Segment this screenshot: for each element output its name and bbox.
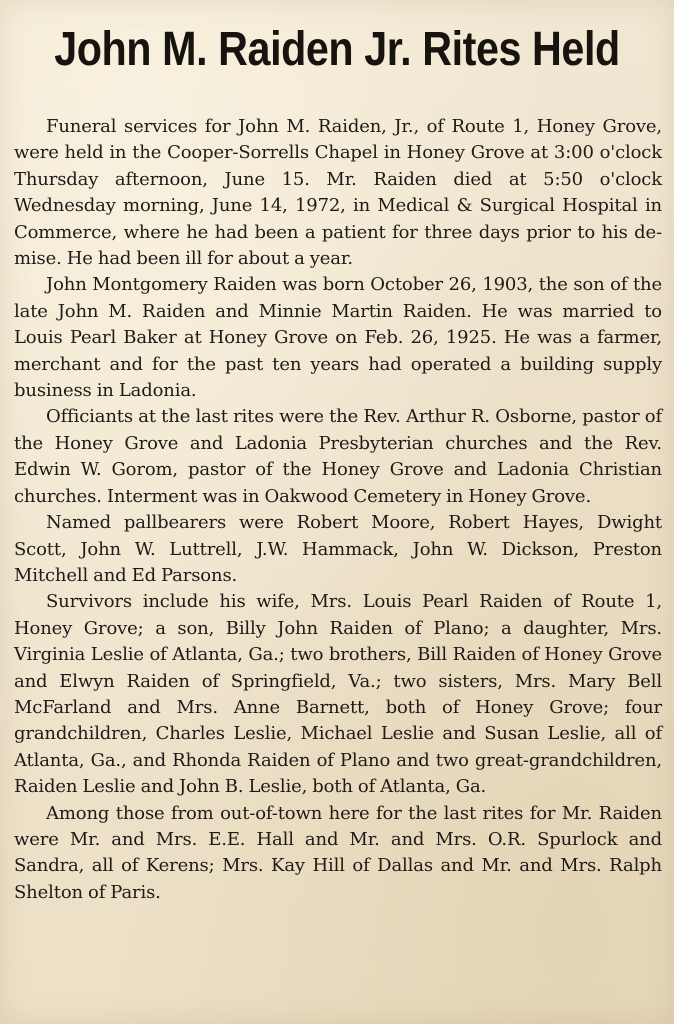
paragraph-survivors: Survivors include his wife, Mrs. Louis Pearl Raiden of Route 1, Honey Grove; a son, Billy John Raiden of Plano; a daughter, Mrs. Virginia Leslie of Atlanta, Ga.; two brothers, Bill Raiden of Honey Grove and Elwyn Raiden of Springfield, Va.; two sisters, Mrs. Mary Bell McFarland and Mrs. Anne Barnett, both of Honey Grove; four grandchildren, Charles Leslie, Michael Leslie and Susan Leslie, all of Atlanta, Ga., and Rhonda Raiden of Plano and two great-grandchildren, Raiden Leslie and John B. Leslie, both of Atlanta, Ga.: [14, 591, 662, 798]
paragraph-biography: John Montgomery Raiden was born October 26, 1903, the son of the late John M. Raiden and Minnie Martin Raiden. He was married to Louis Pearl Baker at Honey Grove on Feb. 26, 1925. He was a farmer, merchant and for the past ten years had operated a building supply business in Ladonia.: [14, 274, 662, 402]
paragraph-out-of-town-guests: Among those from out-of-town here for the last rites for Mr. Raiden were Mr. and Mrs. E.E. Hall and Mr. and Mrs. O.R. Spurlock and Sandra, all of Kerens; Mrs. Kay Hill of Dallas and Mr. and Mrs. Ralph Shelton of Paris.: [14, 802, 662, 903]
paragraph-officiants: Officiants at the last rites were the Rev. Arthur R. Osborne, pastor of the Honey Grove and Ladonia Presbyterian churches and the Rev. Edwin W. Gorom, pastor of the Honey Grove and Ladonia Christian churches. Interment was in Oakwood Cemetery in Honey Grove.: [14, 406, 662, 507]
paragraph-funeral-services: Funeral services for John M. Raiden, Jr., of Route 1, Honey Grove, were held in the Cooper-Sorrells Chapel in Honey Grove at 3:00 o'clock Thursday afternoon, June 15. Mr. Raiden died at 5:50 o'clock Wednesday morning, June 14, 1972, in Medical & Surgical Hospital in Commerce, where he had been a patient for three days prior to his de-mise. He had been ill for about a year.: [14, 116, 662, 270]
paragraph-pallbearers: Named pallbearers were Robert Moore, Robert Hayes, Dwight Scott, John W. Luttrell, J.W. Hammack, John W. Dickson, Preston Mitchell and Ed Parsons.: [14, 512, 662, 586]
headline: John M. Raiden Jr. Rites Held: [54, 23, 620, 76]
article-body: [14, 114, 662, 906]
